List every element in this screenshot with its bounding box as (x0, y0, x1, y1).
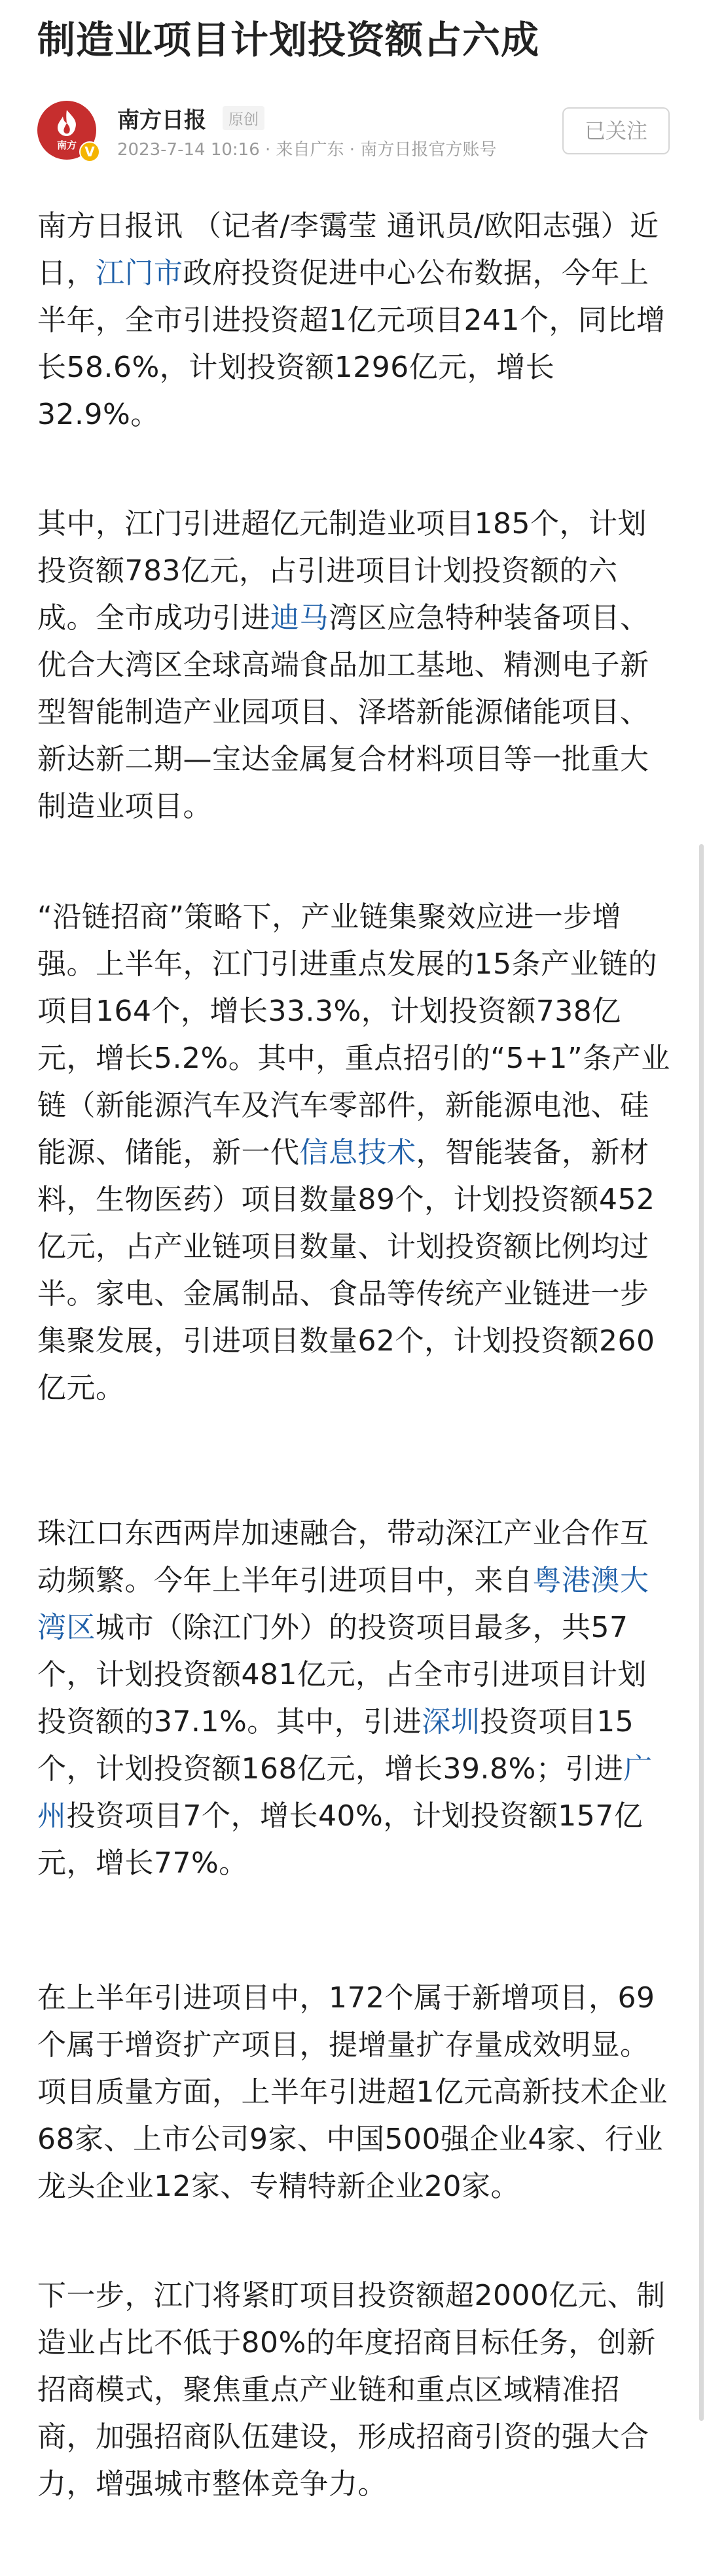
paragraph-text: 南方日报讯 （记者/李霭莹 通讯员/欧阳志强）近日， (37, 209, 659, 290)
publish-meta: 2023-7-14 10:16 · 来自广东 · 南方日报官方账号 (117, 140, 497, 160)
paragraph-text: 投资项目7个，增长40%，计划投资额157亿元，增长77%。 (37, 1799, 644, 1880)
link-dima[interactable]: 迪马 (270, 601, 329, 635)
paragraph-text: 湾区应急特种装备项目、优合大湾区全球高端食品加工基地、精测电子新型智能制造产业园项目、泽塔新能源储能项目、新达新二期—宝达金属复合材料项目等一批重大制造业项目。 (37, 601, 649, 823)
paragraph-text: “沿链招商”策略下，产业链集聚效应进一步增强。上半年，江门引进重点发展的15条产业链的项目164个，增长33.3%，计划投资额738亿元，增长5.2%。其中，重点招引的“5+1”条产业链（新能源汽车及汽车零部件，新能源电池、硅能源、储能，新一代 (37, 900, 670, 1169)
source-name[interactable]: 南方日报 (117, 107, 206, 133)
link-shenzhen[interactable]: 深圳 (422, 1705, 480, 1738)
scrollbar-lower[interactable] (699, 1937, 704, 2421)
paragraph-text: 其中，江门引进超亿元制造业项目185个，计划投资额783亿元，占引进项目计划投资额的六成。全市成功引进 (37, 507, 647, 635)
link-jiangmen[interactable]: 江门市 (96, 256, 183, 290)
paragraph-3 (37, 894, 676, 1412)
link-guangzhou[interactable]: 广州 (37, 1752, 653, 1833)
follow-button[interactable]: 已关注 (562, 107, 670, 154)
link-info-tech[interactable]: 信息技术 (299, 1136, 416, 1169)
flame-logo-icon (50, 109, 83, 139)
verified-badge-icon: V (79, 141, 100, 162)
paragraph-text: 投资项目15个，计划投资额168亿元，增长39.8%；引进 (37, 1705, 634, 1786)
paragraph-5: 在上半年引进项目中，172个属于新增项目，69个属于增资扩产项目，提增量扩存量成效明显。项目质量方面，上半年引进超1亿元高新技术企业68家、上市公司9家、中国500强企业4家、行业龙头企业12家、专精特新企业20家。 (37, 1981, 668, 2203)
paragraph-text: 政府投资促进中心公布数据，今年上半年，全市引进投资超1亿元项目241个，同比增长58.6%，计划投资额1296亿元，增长32.9%。 (37, 256, 666, 431)
avatar-text: 南方 (56, 139, 77, 151)
original-tag: 原创 (223, 106, 264, 130)
paragraph-2 (37, 501, 676, 830)
paragraph-4 (37, 1510, 676, 1887)
paragraph-text: ，智能装备，新材料，生物医药）项目数量89个，计划投资额452亿元，占产业链项目数量、计划投资额比例均过半。家电、金属制品、食品等传统产业链进一步集聚发展，引进项目数量62个，计划投资额260亿元。 (37, 1136, 655, 1405)
paragraph-6: 下一步，江门将紧盯项目投资额超2000亿元、制造业占比不低于80%的年度招商目标任务，创新招商模式，聚焦重点产业链和重点区域精准招商，加强招商队伍建设，形成招商引资的强大合力，增强城市整体竞争力。 (37, 2279, 666, 2501)
paragraph-1 (37, 203, 676, 438)
paragraph-text: 城市（除江门外）的投资项目最多，共57个，计划投资额481亿元，占全市引进项目计划投资额的37.1%。其中，引进 (37, 1611, 647, 1738)
article-title: 制造业项目计划投资额占六成 (37, 18, 540, 62)
author-bar (37, 98, 672, 170)
link-gba[interactable]: 粤港澳大湾区 (37, 1564, 649, 1644)
paragraph-text: 珠江口东西两岸加速融合，带动深江产业合作互动频繁。今年上半年引进项目中，来自 (37, 1517, 649, 1597)
